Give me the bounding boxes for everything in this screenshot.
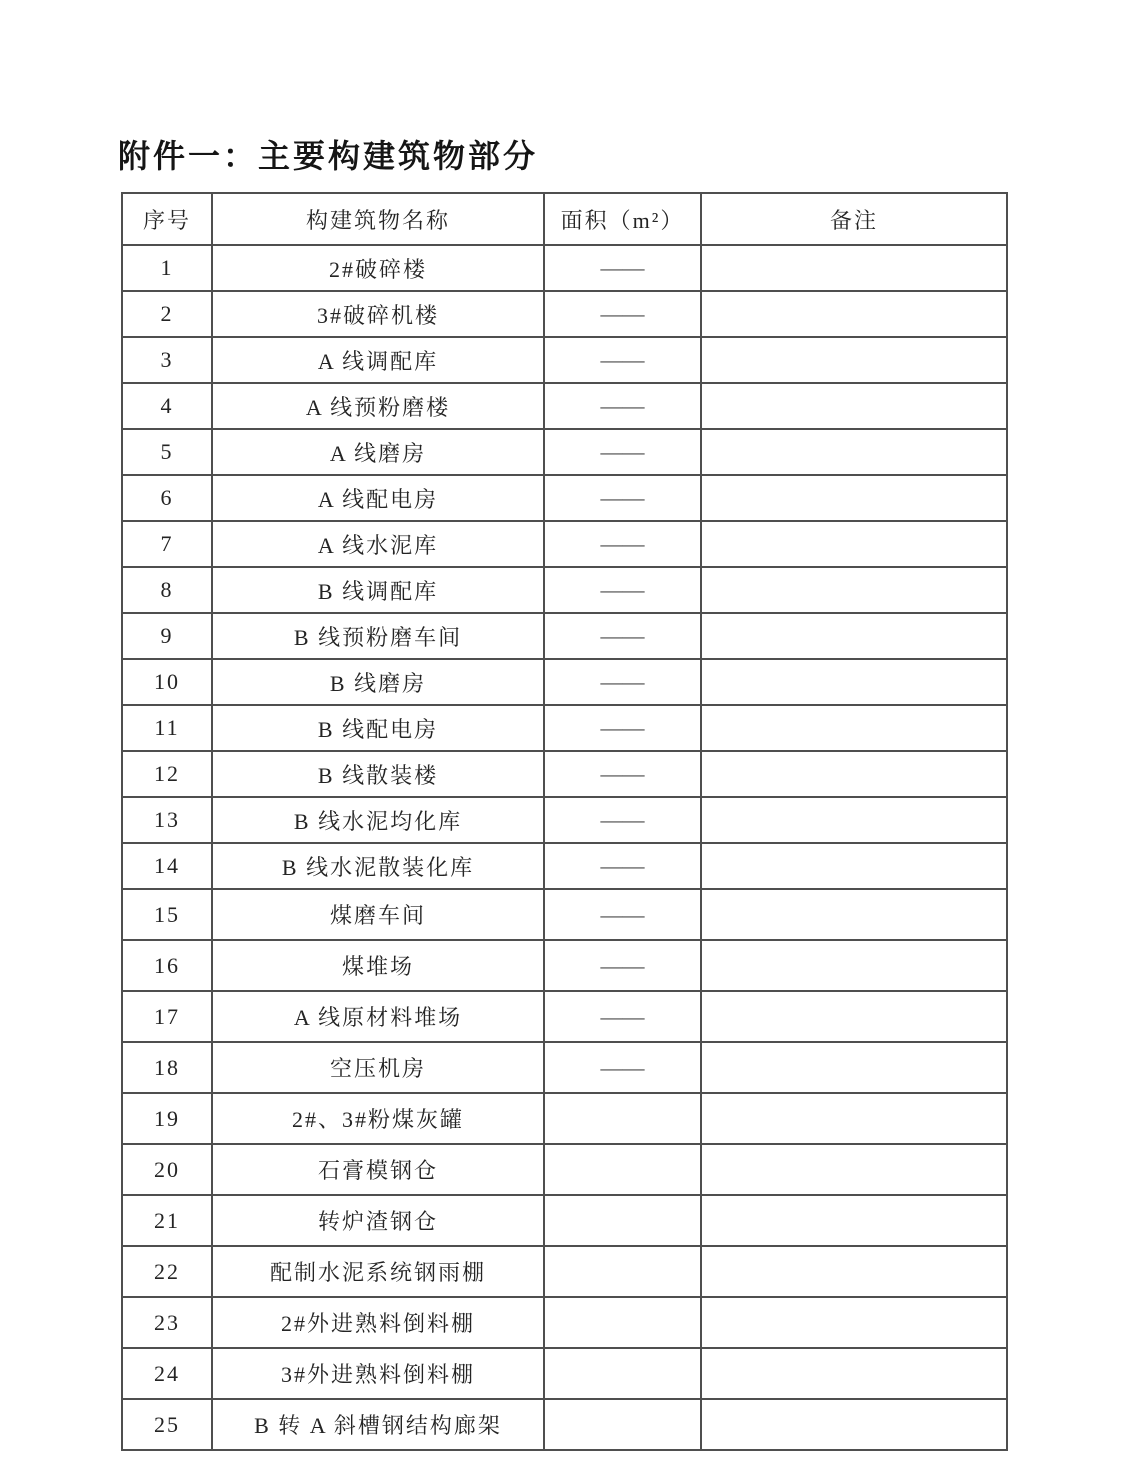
cell-seq-no: 14 bbox=[122, 843, 212, 889]
cell-area: —— bbox=[544, 521, 701, 567]
cell-structure-name: 2#破碎楼 bbox=[212, 245, 544, 291]
cell-structure-name: 配制水泥系统钢雨棚 bbox=[212, 1246, 544, 1297]
cell-area: —— bbox=[544, 613, 701, 659]
table-row bbox=[122, 940, 1007, 991]
cell-seq-no: 10 bbox=[122, 659, 212, 705]
table-row bbox=[122, 1144, 1007, 1195]
table-row bbox=[122, 429, 1007, 475]
table-row bbox=[122, 1093, 1007, 1144]
cell-remarks bbox=[701, 705, 1007, 751]
table-row bbox=[122, 659, 1007, 705]
cell-remarks bbox=[701, 1399, 1007, 1450]
cell-seq-no: 25 bbox=[122, 1399, 212, 1450]
cell-remarks bbox=[701, 521, 1007, 567]
cell-structure-name: 石膏模钢仓 bbox=[212, 1144, 544, 1195]
cell-structure-name: B 线配电房 bbox=[212, 705, 544, 751]
cell-remarks bbox=[701, 940, 1007, 991]
cell-structure-name: B 线水泥散装化库 bbox=[212, 843, 544, 889]
cell-area: —— bbox=[544, 567, 701, 613]
table-row bbox=[122, 1399, 1007, 1450]
cell-area bbox=[544, 1246, 701, 1297]
cell-seq-no: 5 bbox=[122, 429, 212, 475]
cell-remarks bbox=[701, 1144, 1007, 1195]
header-structure-name: 构建筑物名称 bbox=[212, 193, 544, 245]
table-row bbox=[122, 567, 1007, 613]
cell-seq-no: 1 bbox=[122, 245, 212, 291]
cell-area: —— bbox=[544, 751, 701, 797]
cell-area: —— bbox=[544, 245, 701, 291]
table-body bbox=[122, 245, 1007, 1450]
table-row bbox=[122, 705, 1007, 751]
cell-structure-name: 空压机房 bbox=[212, 1042, 544, 1093]
table-header-row bbox=[122, 193, 1007, 245]
cell-structure-name: A 线磨房 bbox=[212, 429, 544, 475]
cell-structure-name: B 转 A 斜槽钢结构廊架 bbox=[212, 1399, 544, 1450]
table-row bbox=[122, 1246, 1007, 1297]
cell-area: —— bbox=[544, 843, 701, 889]
cell-structure-name: A 线调配库 bbox=[212, 337, 544, 383]
cell-structure-name: B 线散装楼 bbox=[212, 751, 544, 797]
cell-area: —— bbox=[544, 991, 701, 1042]
table-row bbox=[122, 889, 1007, 940]
cell-remarks bbox=[701, 613, 1007, 659]
cell-seq-no: 3 bbox=[122, 337, 212, 383]
table-row bbox=[122, 797, 1007, 843]
cell-structure-name: B 线磨房 bbox=[212, 659, 544, 705]
cell-area: —— bbox=[544, 940, 701, 991]
cell-remarks bbox=[701, 337, 1007, 383]
cell-remarks bbox=[701, 1348, 1007, 1399]
table-row bbox=[122, 1195, 1007, 1246]
cell-seq-no: 12 bbox=[122, 751, 212, 797]
cell-seq-no: 22 bbox=[122, 1246, 212, 1297]
cell-seq-no: 16 bbox=[122, 940, 212, 991]
table-row bbox=[122, 383, 1007, 429]
document-title: 附件一：主要构建筑物部分 bbox=[118, 138, 539, 174]
cell-seq-no: 24 bbox=[122, 1348, 212, 1399]
cell-structure-name: 2#、3#粉煤灰罐 bbox=[212, 1093, 544, 1144]
cell-remarks bbox=[701, 751, 1007, 797]
table-row bbox=[122, 521, 1007, 567]
cell-structure-name: 转炉渣钢仓 bbox=[212, 1195, 544, 1246]
cell-area bbox=[544, 1144, 701, 1195]
cell-seq-no: 9 bbox=[122, 613, 212, 659]
header-seq-no: 序号 bbox=[122, 193, 212, 245]
cell-area bbox=[544, 1348, 701, 1399]
header-remarks: 备注 bbox=[701, 193, 1007, 245]
cell-seq-no: 11 bbox=[122, 705, 212, 751]
cell-seq-no: 20 bbox=[122, 1144, 212, 1195]
cell-seq-no: 17 bbox=[122, 991, 212, 1042]
cell-structure-name: B 线调配库 bbox=[212, 567, 544, 613]
cell-structure-name: B 线预粉磨车间 bbox=[212, 613, 544, 659]
cell-remarks bbox=[701, 659, 1007, 705]
cell-remarks bbox=[701, 429, 1007, 475]
cell-area: —— bbox=[544, 889, 701, 940]
cell-structure-name: 3#破碎机楼 bbox=[212, 291, 544, 337]
cell-remarks bbox=[701, 991, 1007, 1042]
cell-remarks bbox=[701, 291, 1007, 337]
cell-area: —— bbox=[544, 1042, 701, 1093]
cell-area: —— bbox=[544, 337, 701, 383]
cell-seq-no: 19 bbox=[122, 1093, 212, 1144]
table-row bbox=[122, 1297, 1007, 1348]
cell-remarks bbox=[701, 797, 1007, 843]
cell-seq-no: 18 bbox=[122, 1042, 212, 1093]
table-row bbox=[122, 751, 1007, 797]
cell-remarks bbox=[701, 475, 1007, 521]
cell-remarks bbox=[701, 567, 1007, 613]
table-row bbox=[122, 613, 1007, 659]
cell-remarks bbox=[701, 383, 1007, 429]
cell-structure-name: 煤磨车间 bbox=[212, 889, 544, 940]
cell-seq-no: 13 bbox=[122, 797, 212, 843]
cell-area bbox=[544, 1195, 701, 1246]
cell-seq-no: 4 bbox=[122, 383, 212, 429]
cell-area: —— bbox=[544, 659, 701, 705]
cell-area: —— bbox=[544, 429, 701, 475]
cell-structure-name: 煤堆场 bbox=[212, 940, 544, 991]
cell-seq-no: 8 bbox=[122, 567, 212, 613]
cell-seq-no: 15 bbox=[122, 889, 212, 940]
table-row bbox=[122, 1348, 1007, 1399]
cell-area: —— bbox=[544, 291, 701, 337]
cell-area: —— bbox=[544, 475, 701, 521]
table-row bbox=[122, 1042, 1007, 1093]
cell-remarks bbox=[701, 245, 1007, 291]
table-row bbox=[122, 245, 1007, 291]
buildings-table bbox=[121, 192, 1008, 1451]
cell-remarks bbox=[701, 1195, 1007, 1246]
cell-seq-no: 2 bbox=[122, 291, 212, 337]
cell-structure-name: A 线配电房 bbox=[212, 475, 544, 521]
cell-area: —— bbox=[544, 797, 701, 843]
cell-area: —— bbox=[544, 383, 701, 429]
table-row bbox=[122, 843, 1007, 889]
table-row bbox=[122, 991, 1007, 1042]
cell-structure-name: 3#外进熟料倒料棚 bbox=[212, 1348, 544, 1399]
cell-seq-no: 23 bbox=[122, 1297, 212, 1348]
cell-remarks bbox=[701, 889, 1007, 940]
cell-structure-name: B 线水泥均化库 bbox=[212, 797, 544, 843]
cell-remarks bbox=[701, 1042, 1007, 1093]
cell-structure-name: A 线预粉磨楼 bbox=[212, 383, 544, 429]
cell-structure-name: A 线原材料堆场 bbox=[212, 991, 544, 1042]
cell-area bbox=[544, 1399, 701, 1450]
cell-seq-no: 6 bbox=[122, 475, 212, 521]
cell-area bbox=[544, 1297, 701, 1348]
cell-structure-name: 2#外进熟料倒料棚 bbox=[212, 1297, 544, 1348]
cell-seq-no: 7 bbox=[122, 521, 212, 567]
cell-area: —— bbox=[544, 705, 701, 751]
cell-remarks bbox=[701, 843, 1007, 889]
cell-remarks bbox=[701, 1246, 1007, 1297]
table-row bbox=[122, 291, 1007, 337]
table-row bbox=[122, 475, 1007, 521]
cell-seq-no: 21 bbox=[122, 1195, 212, 1246]
cell-remarks bbox=[701, 1093, 1007, 1144]
header-area-m2: 面积（m²） bbox=[544, 193, 701, 245]
table-row bbox=[122, 337, 1007, 383]
cell-structure-name: A 线水泥库 bbox=[212, 521, 544, 567]
cell-area bbox=[544, 1093, 701, 1144]
cell-remarks bbox=[701, 1297, 1007, 1348]
